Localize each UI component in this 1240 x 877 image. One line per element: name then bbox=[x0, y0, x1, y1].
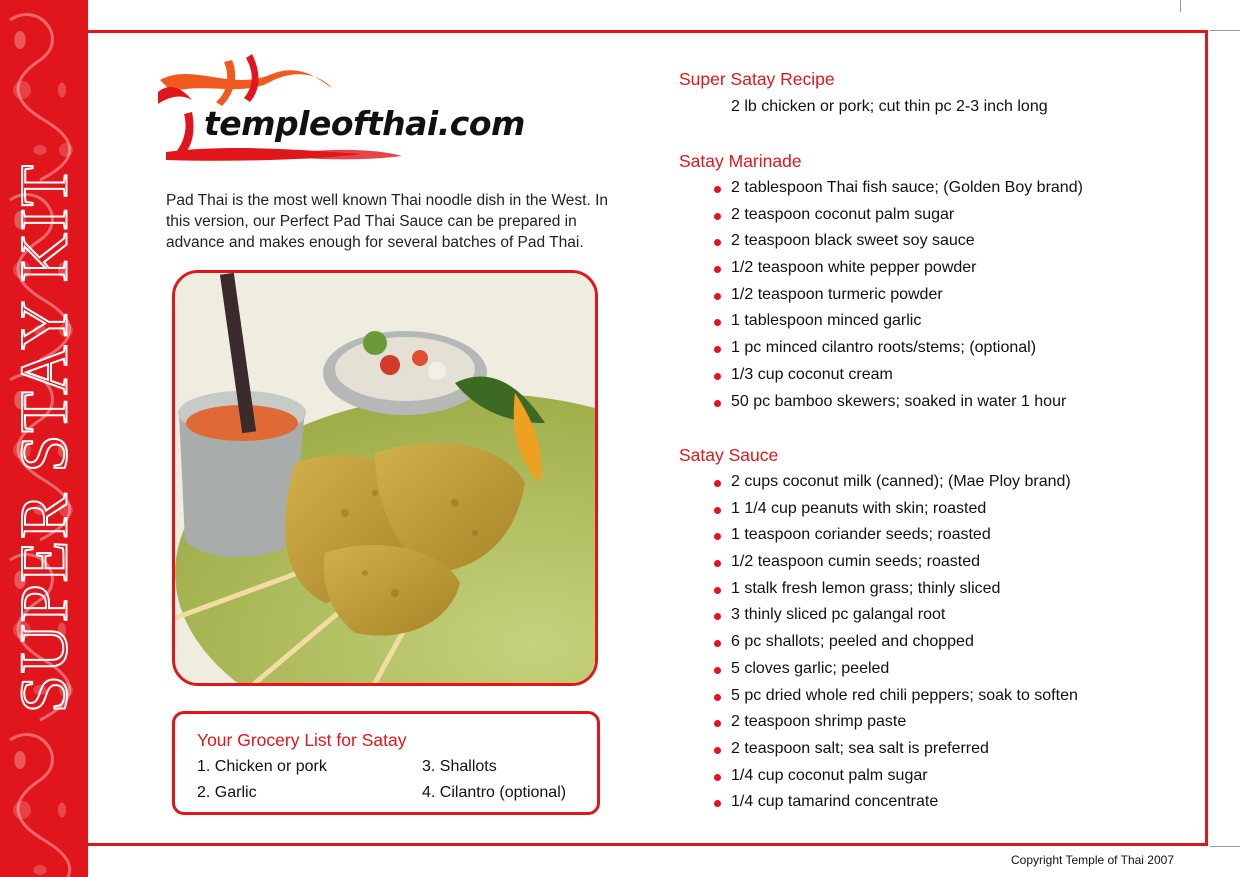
ingredient-text: 6 pc shallots; peeled and chopped bbox=[731, 633, 974, 651]
list-item bbox=[712, 602, 1078, 629]
ingredient-text: 1/2 teaspoon cumin seeds; roasted bbox=[731, 553, 981, 571]
bullet-icon bbox=[714, 613, 721, 620]
crop-mark bbox=[1180, 0, 1181, 12]
list-item bbox=[712, 576, 1078, 603]
ingredient-text: 1 1/4 cup peanuts with skin; roasted bbox=[731, 499, 987, 517]
bullet-icon bbox=[714, 587, 721, 594]
marinade-list bbox=[712, 175, 1083, 415]
bullet-icon bbox=[714, 507, 721, 514]
ingredient-text: 2 tablespoon Thai fish sauce; (Golden Boy brand) bbox=[731, 179, 1083, 196]
ingredient-text: 1/2 teaspoon turmeric powder bbox=[731, 285, 943, 303]
bullet-icon bbox=[714, 480, 721, 487]
list-item bbox=[712, 175, 1083, 202]
ingredient-text: 5 cloves garlic; peeled bbox=[731, 659, 890, 677]
sauce-title: Satay Sauce bbox=[679, 445, 779, 465]
bullet-icon bbox=[714, 667, 721, 674]
ingredient-text: 2 teaspoon salt; sea salt is preferred bbox=[731, 739, 989, 757]
ingredient-text: 3 thinly sliced pc galangal root bbox=[731, 606, 946, 624]
ingredient-text: 1 tablespoon minced garlic bbox=[731, 312, 922, 330]
grocery-list-box bbox=[172, 711, 600, 815]
list-item bbox=[712, 496, 1078, 523]
bullet-icon bbox=[714, 774, 721, 781]
templeofthai-logo bbox=[152, 52, 532, 172]
ingredient-text: 1/4 cup tamarind concentrate bbox=[731, 793, 939, 811]
bullet-icon bbox=[714, 400, 721, 407]
ingredient-text: 50 pc bamboo skewers; soaked in water 1 hour bbox=[731, 392, 1067, 410]
grocery-list-title: Your Grocery List for Satay bbox=[197, 730, 407, 750]
bullet-icon bbox=[714, 293, 721, 300]
list-item bbox=[712, 255, 1083, 282]
ingredient-text: 1 stalk fresh lemon grass; thinly sliced bbox=[731, 579, 1001, 597]
grocery-item: 1. Chicken or pork bbox=[197, 758, 327, 775]
marinade-title: Satay Marinade bbox=[679, 151, 802, 171]
bullet-icon bbox=[714, 346, 721, 353]
grocery-item: 2. Garlic bbox=[197, 784, 257, 801]
crop-mark bbox=[1210, 30, 1240, 31]
bullet-icon bbox=[714, 186, 721, 193]
list-item bbox=[712, 656, 1078, 683]
bullet-icon bbox=[714, 640, 721, 647]
ingredient-text: 2 teaspoon black sweet soy sauce bbox=[731, 232, 975, 250]
side-decorative-band bbox=[0, 0, 88, 877]
bullet-icon bbox=[714, 266, 721, 273]
crop-mark bbox=[1210, 846, 1240, 847]
ingredient-text: 1/2 teaspoon white pepper powder bbox=[731, 259, 977, 277]
bullet-icon bbox=[714, 373, 721, 380]
list-item bbox=[712, 763, 1078, 790]
list-item bbox=[712, 683, 1078, 710]
list-item bbox=[712, 469, 1078, 496]
sauce-list bbox=[712, 469, 1078, 816]
ingredient-text: 1 pc minced cilantro roots/stems; (optional) bbox=[731, 339, 1037, 357]
list-item bbox=[712, 736, 1078, 763]
ingredient-text: 2 teaspoon shrimp paste bbox=[731, 713, 907, 731]
grocery-item: 3. Shallots bbox=[422, 758, 497, 775]
bullet-icon bbox=[714, 213, 721, 220]
bullet-icon bbox=[714, 319, 721, 326]
bullet-icon bbox=[714, 239, 721, 246]
recipe-main-ingredient: 2 lb chicken or pork; cut thin pc 2-3 inch long bbox=[731, 98, 1048, 115]
list-item bbox=[712, 629, 1078, 656]
list-item bbox=[712, 522, 1078, 549]
bullet-icon bbox=[714, 560, 721, 567]
list-item bbox=[712, 549, 1078, 576]
bullet-icon bbox=[714, 694, 721, 701]
list-item bbox=[712, 228, 1083, 255]
list-item bbox=[712, 335, 1083, 362]
ingredient-text: 2 cups coconut milk (canned); (Mae Ploy brand) bbox=[731, 473, 1071, 490]
grocery-item: 4. Cilantro (optional) bbox=[422, 784, 567, 801]
ingredient-text: 1/4 cup coconut palm sugar bbox=[731, 766, 928, 784]
ingredient-text: 1/3 cup coconut cream bbox=[731, 365, 893, 383]
bullet-icon bbox=[714, 533, 721, 540]
logo-wordmark: templeofthai.com bbox=[204, 104, 525, 143]
bullet-icon bbox=[714, 720, 721, 727]
list-item bbox=[712, 202, 1083, 229]
list-item bbox=[712, 789, 1078, 816]
bullet-icon bbox=[714, 747, 721, 754]
ingredient-text: 1 teaspoon coriander seeds; roasted bbox=[731, 526, 991, 544]
copyright-notice: Copyright Temple of Thai 2007 bbox=[1011, 853, 1174, 867]
list-item bbox=[712, 308, 1083, 335]
intro-paragraph: Pad Thai is the most well known Thai noodle dish in the West. In this version, our Perfect Pad Thai Sauce can be prepared in advance and makes enough for several batches of Pad Thai. bbox=[166, 192, 608, 251]
ingredient-text: 2 teaspoon coconut palm sugar bbox=[731, 205, 955, 223]
list-item bbox=[712, 709, 1078, 736]
satay-photo bbox=[172, 270, 598, 686]
side-title: SUPER STAY KIT bbox=[5, 162, 82, 714]
list-item bbox=[712, 362, 1083, 389]
list-item bbox=[712, 282, 1083, 309]
list-item bbox=[712, 389, 1083, 416]
bullet-icon bbox=[714, 800, 721, 807]
satay-illustration bbox=[175, 273, 595, 683]
recipe-title: Super Satay Recipe bbox=[679, 69, 835, 89]
ingredient-text: 5 pc dried whole red chili peppers; soak to soften bbox=[731, 686, 1078, 704]
